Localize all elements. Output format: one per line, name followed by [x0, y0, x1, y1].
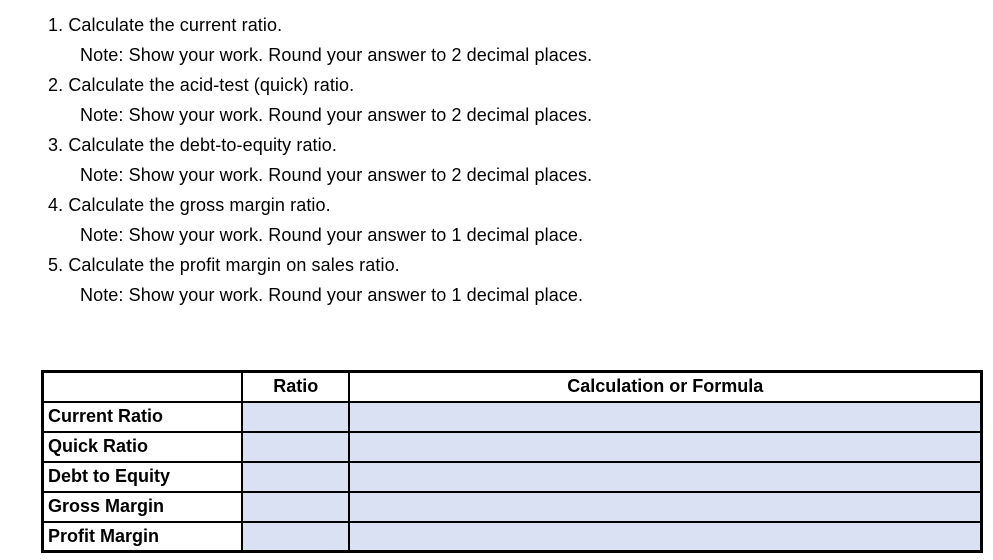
current-ratio-value-cell[interactable]: [242, 402, 349, 432]
table-row-gross-margin: [43, 492, 982, 522]
debt-to-equity-value-cell[interactable]: [242, 462, 349, 492]
header-label-column: [43, 372, 243, 402]
row-label-quick-ratio: Quick Ratio: [43, 432, 243, 462]
note-3: Note: Show your work. Round your answer to 2 decimal places.: [80, 165, 593, 185]
question-1: 1. Calculate the current ratio.: [48, 15, 283, 35]
debt-to-equity-calculation-cell[interactable]: [349, 462, 981, 492]
table-header-row: [43, 372, 982, 402]
gross-margin-calculation-cell[interactable]: [349, 492, 981, 522]
question-3: 3. Calculate the debt-to-equity ratio.: [48, 135, 337, 155]
ratio-table: [41, 370, 983, 553]
note-1: Note: Show your work. Round your answer to 2 decimal places.: [80, 45, 593, 65]
header-ratio: Ratio: [242, 372, 349, 402]
note-5: Note: Show your work. Round your answer to 1 decimal place.: [80, 285, 584, 305]
gross-margin-value-cell[interactable]: [242, 492, 349, 522]
quick-ratio-calculation-cell[interactable]: [349, 432, 981, 462]
note-2: Note: Show your work. Round your answer to 2 decimal places.: [80, 105, 593, 125]
question-2: 2. Calculate the acid-test (quick) ratio.: [48, 75, 355, 95]
row-label-debt-to-equity: Debt to Equity: [43, 462, 243, 492]
current-ratio-calculation-cell[interactable]: [349, 402, 981, 432]
question-4: 4. Calculate the gross margin ratio.: [48, 195, 331, 215]
question-5: 5. Calculate the profit margin on sales ratio.: [48, 255, 400, 275]
row-label-current-ratio: Current Ratio: [43, 402, 243, 432]
note-4: Note: Show your work. Round your answer to 1 decimal place.: [80, 225, 584, 245]
quick-ratio-value-cell[interactable]: [242, 432, 349, 462]
row-label-gross-margin: Gross Margin: [43, 492, 243, 522]
header-calculation: Calculation or Formula: [349, 372, 981, 402]
table-row-quick-ratio: [43, 432, 982, 462]
profit-margin-calculation-cell[interactable]: [349, 522, 981, 552]
profit-margin-value-cell[interactable]: [242, 522, 349, 552]
table-row-profit-margin: [43, 522, 982, 552]
table-row-current-ratio: [43, 402, 982, 432]
row-label-profit-margin: Profit Margin: [43, 522, 243, 552]
table-row-debt-to-equity: [43, 462, 982, 492]
